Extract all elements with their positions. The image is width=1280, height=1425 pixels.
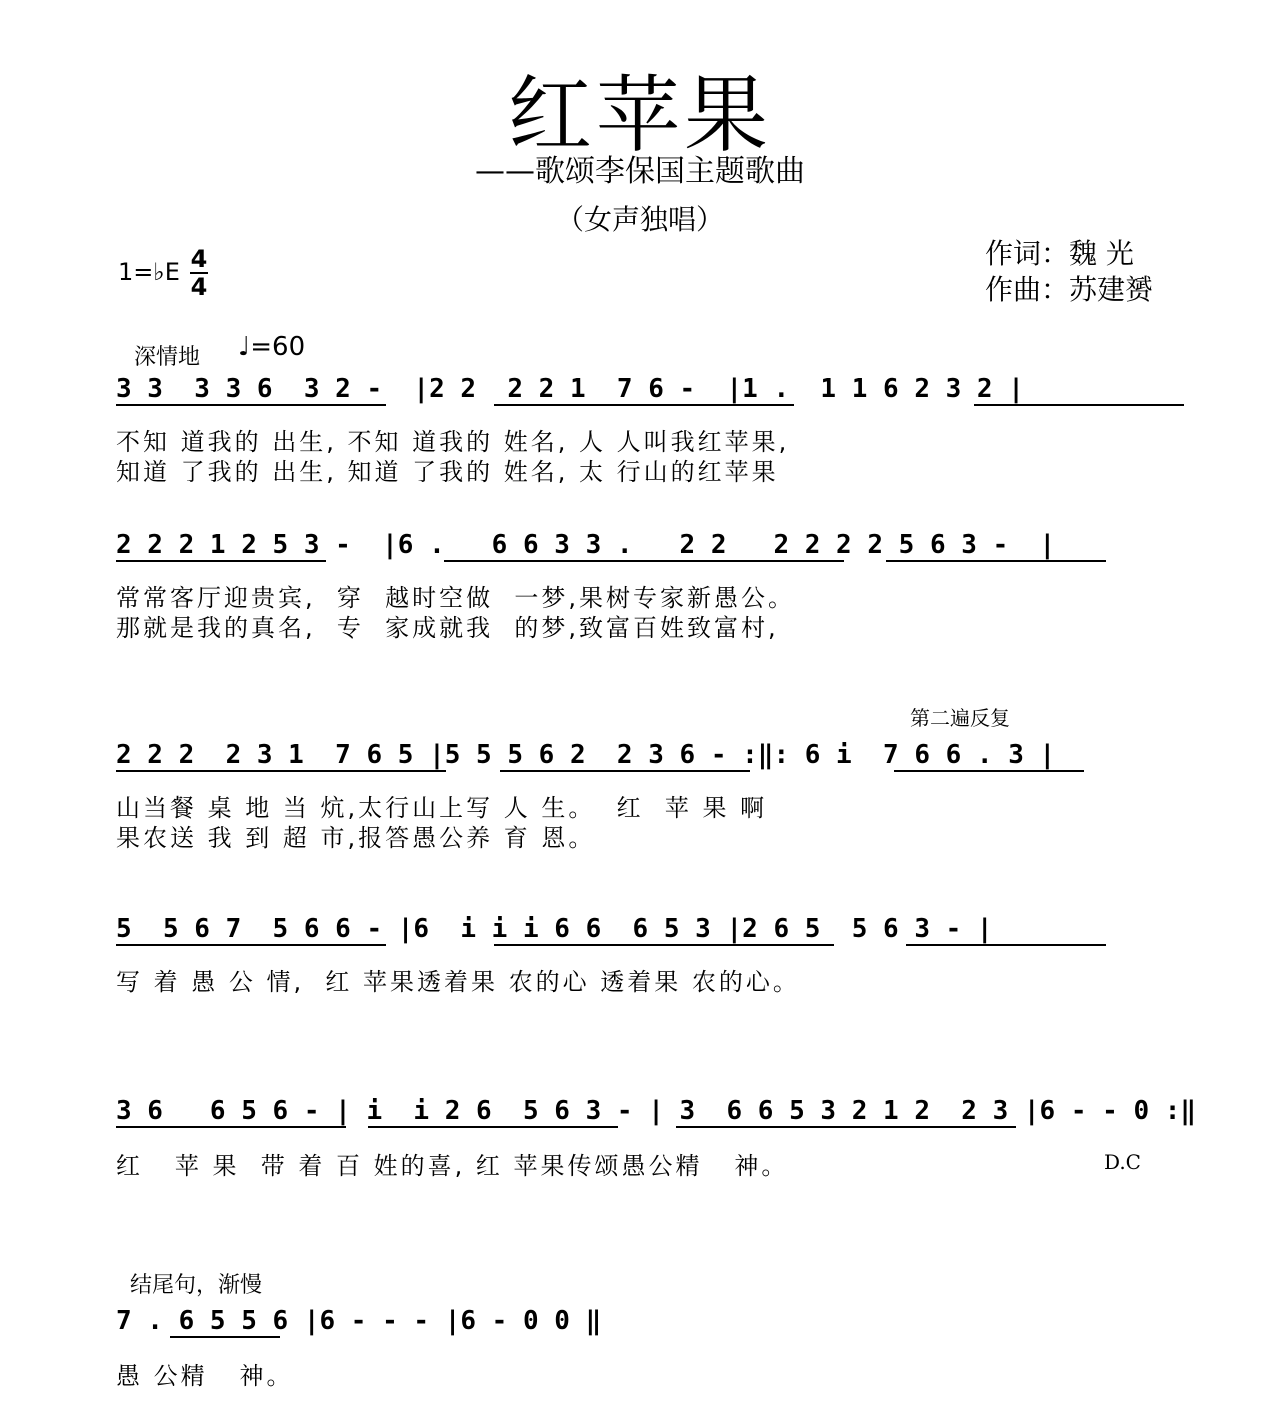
beam-1b xyxy=(494,404,794,406)
composer-credit: 作曲：苏建赟 xyxy=(985,273,1154,306)
lyric-line-4: 写 着 愚 公 情, 红 苹果透着果 农的心 透着果 农的心。 xyxy=(116,968,800,996)
lyric-line-5: 红 苹 果 带 着 百 姓的喜, 红 苹果传颂愚公精 神。 xyxy=(116,1152,789,1180)
notation-line-4: 5 5 6 7 5 6 6 - |6 i i i 6 6 6 5 3 |2 6 5 5 6 3 - | xyxy=(116,914,993,944)
beam-4b xyxy=(494,944,834,946)
beam-5a xyxy=(116,1126,346,1128)
beam-5b xyxy=(368,1126,618,1128)
da-capo-mark: D.C xyxy=(1104,1150,1141,1174)
time-signature xyxy=(190,246,208,300)
lyric-line-2-verse-2: 那就是我的真名, 专 家成就我 的梦,致富百姓致富村, xyxy=(116,614,779,642)
beam-3a xyxy=(116,770,446,772)
lyric-line-1-verse-1: 不知 道我的 出生, 不知 道我的 姓名, 人 人叫我红苹果, xyxy=(116,428,790,456)
beam-2c xyxy=(886,560,1106,562)
song-title: 红苹果 xyxy=(507,66,772,164)
beam-5c xyxy=(676,1126,1016,1128)
notation-line-3: 2 2 2 2 3 1 7 6 5 |5 5 5 6 2 2 3 6 - :‖: 6 i 7 6 6 . 3 | xyxy=(116,740,1056,770)
beam-4c xyxy=(906,944,1106,946)
lyric-line-3-verse-1: 山当餐 桌 地 当 炕,太行山上写 人 生。 红 苹 果 啊 xyxy=(116,794,768,822)
repeat-mark: 第二遍反复 xyxy=(910,706,1010,730)
time-signature-bottom: 4 xyxy=(190,273,208,301)
beam-coda xyxy=(170,1336,280,1338)
notation-coda: 7 . 6 5 5 6 |6 - - - |6 - 0 0 ‖ xyxy=(116,1306,602,1336)
notation-line-5: 3 6 6 5 6 - | i i 2 6 5 6 3 - | 3 6 6 5 3 2 1 2 2 3 |6 - - 0 :‖ xyxy=(116,1096,1197,1126)
notation-line-1: 3 3 3 3 6 3 2 - |2 2 2 2 1 7 6 - |1 . 1 1 6 2 3 2 | xyxy=(116,374,1024,404)
lyricist-credit: 作词：魏 光 xyxy=(985,237,1134,270)
song-subtitle: ——歌颂李保国主题歌曲 xyxy=(475,154,805,189)
time-signature-top: 4 xyxy=(190,245,208,273)
key-signature: 1=♭E xyxy=(118,258,180,286)
beam-1a xyxy=(116,404,386,406)
expression-mark: 深情地 xyxy=(134,345,201,370)
beam-4a xyxy=(116,944,386,946)
coda-mark: 结尾句，渐慢 xyxy=(130,1273,263,1298)
notation-line-2: 2 2 2 1 2 5 3 - |6 . 6 6 3 3 . 2 2 2 2 2 2 5 6 3 - | xyxy=(116,530,1056,560)
beam-3c xyxy=(894,770,1084,772)
beam-3b xyxy=(500,770,750,772)
beam-1c xyxy=(974,404,1184,406)
voice-type: （女声独唱） xyxy=(555,203,724,236)
lyric-line-1-verse-2: 知道 了我的 出生, 知道 了我的 姓名, 太 行山的红苹果 xyxy=(116,458,779,486)
tempo-mark: ♩=60 xyxy=(238,332,306,362)
lyric-coda: 愚 公精 神。 xyxy=(116,1362,294,1390)
beam-2a xyxy=(116,560,326,562)
lyric-line-3-verse-2: 果农送 我 到 超 市,报答愚公养 育 恩。 xyxy=(116,824,596,852)
beam-2b xyxy=(444,560,844,562)
lyric-line-2-verse-1: 常常客厅迎贵宾, 穿 越时空做 一梦,果树专家新愚公。 xyxy=(116,584,796,612)
